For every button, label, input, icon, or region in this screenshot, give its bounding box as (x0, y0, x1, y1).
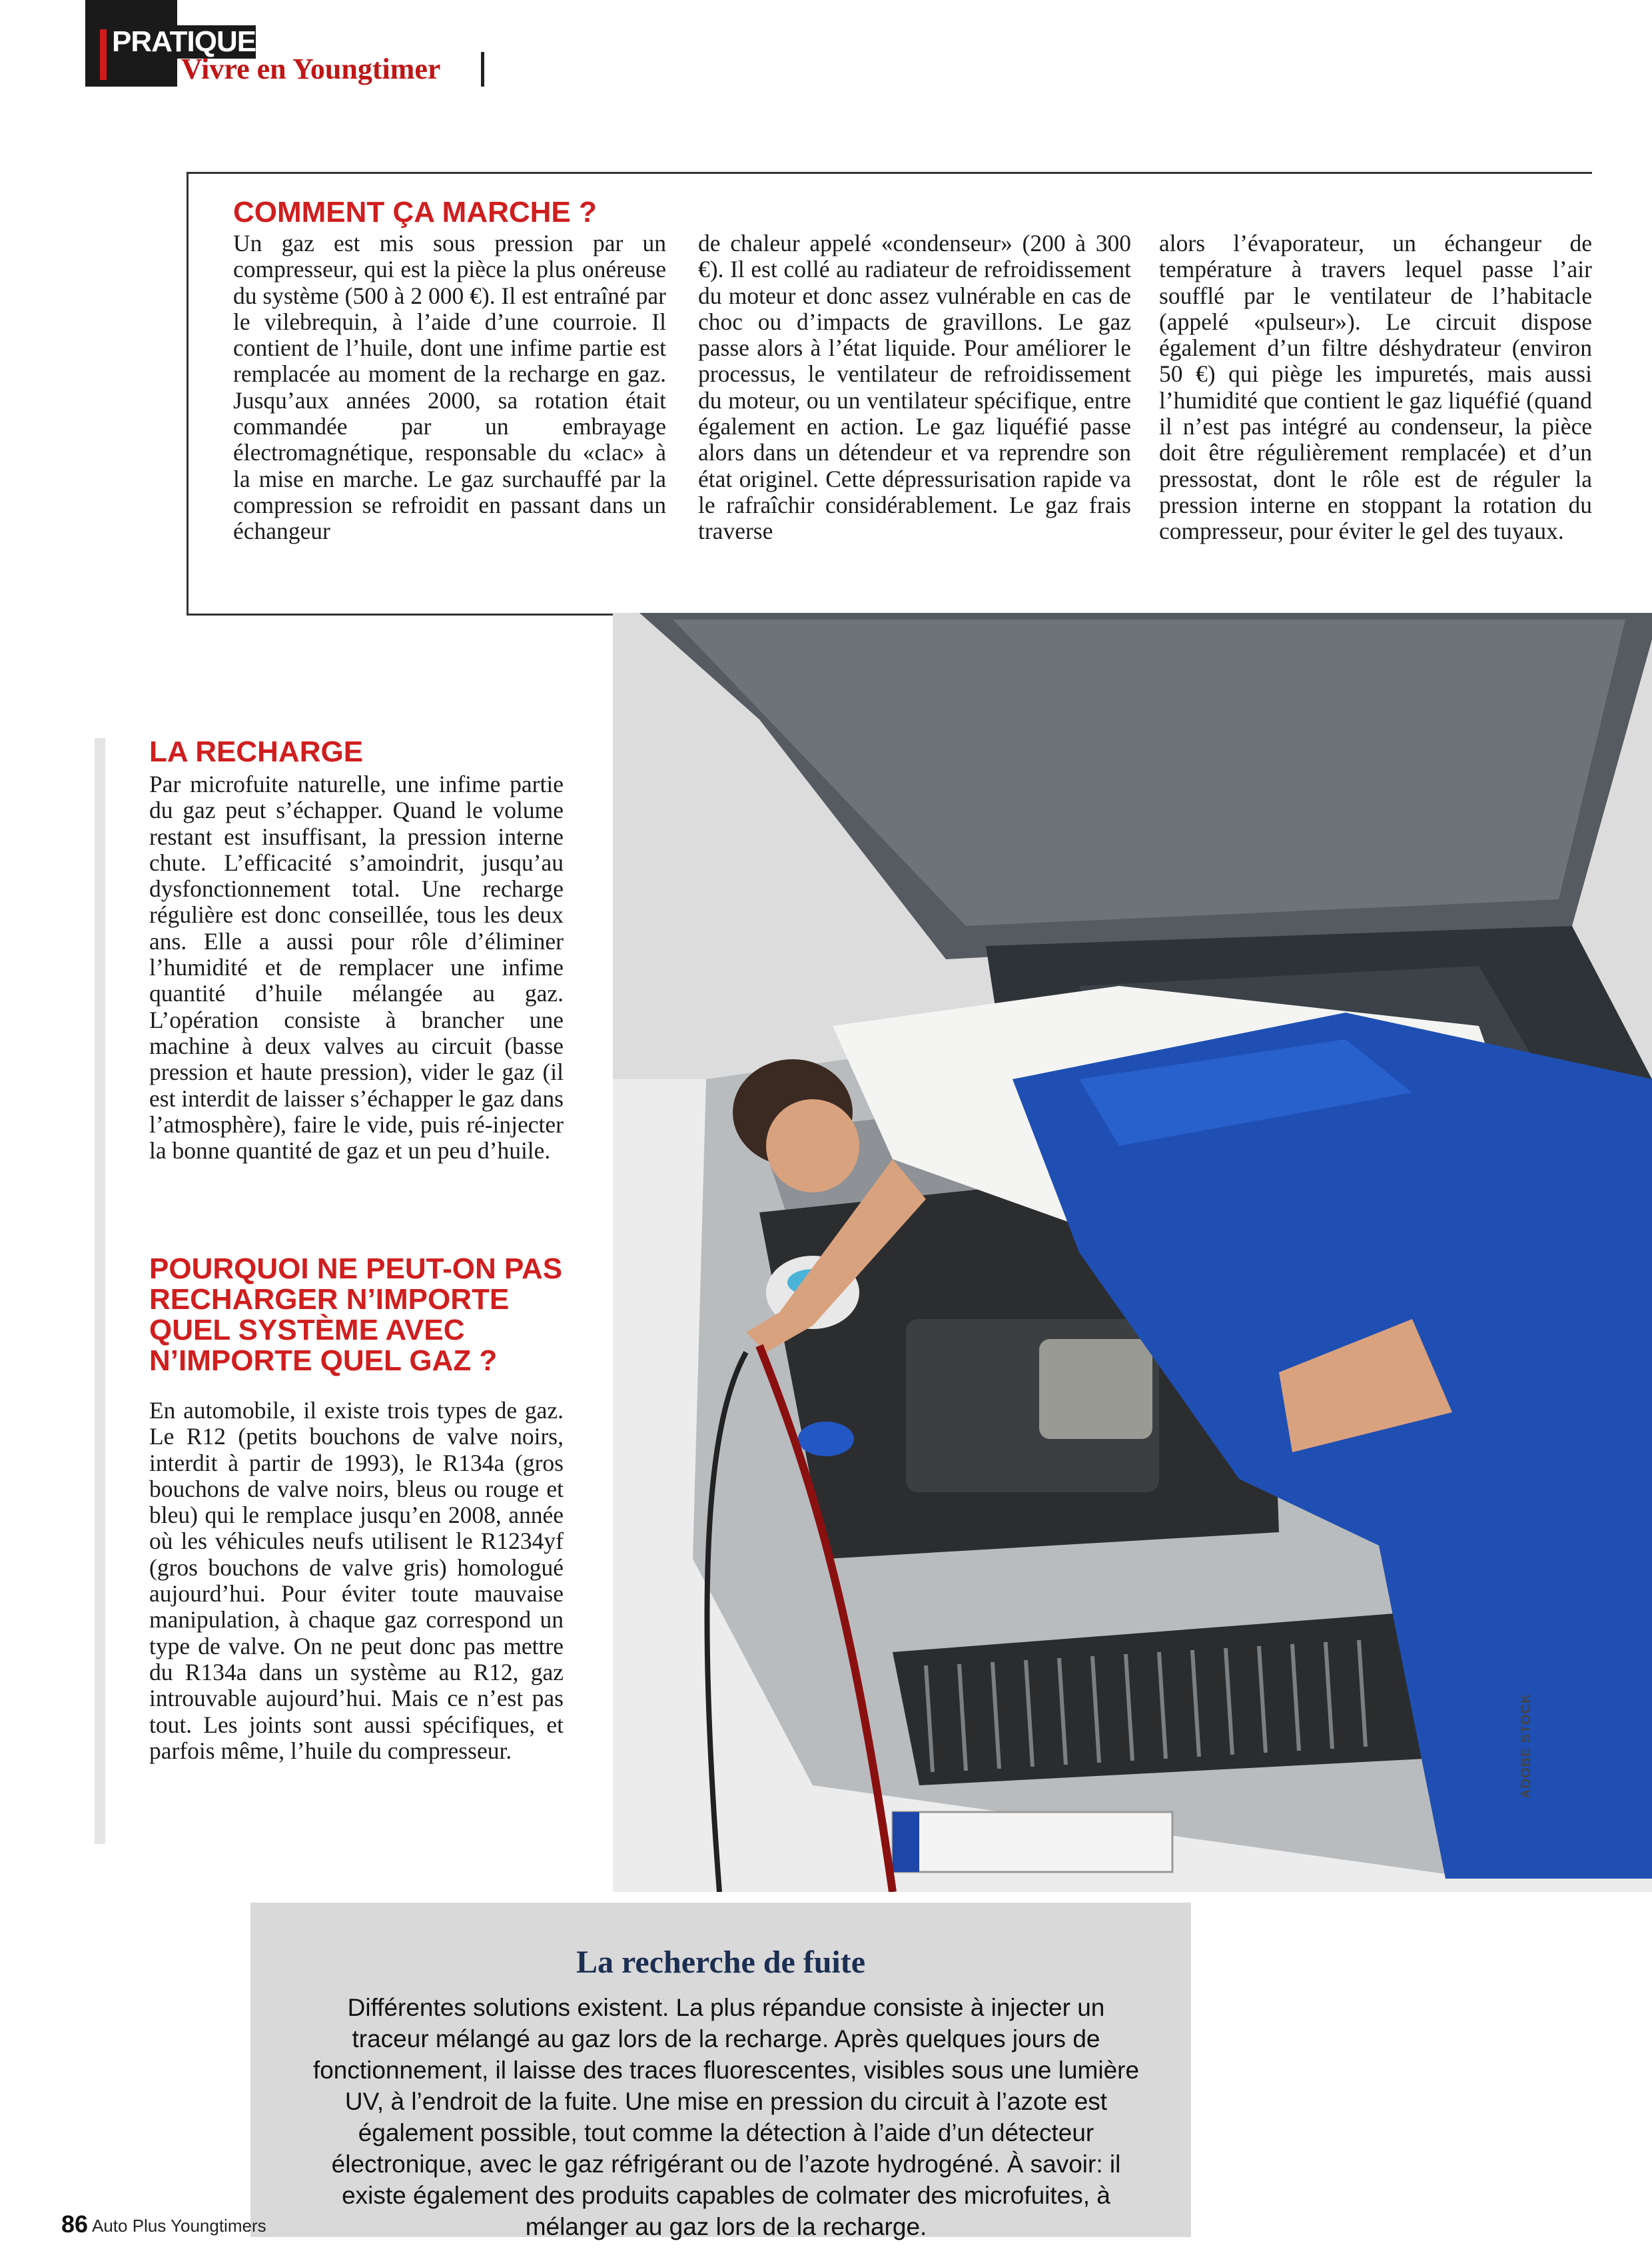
section-title: Vivre en Youngtimer (181, 53, 441, 85)
how-it-works-column-1: Un gaz est mis sous pression par un compresseur, qui est la pièce la plus onéreuse du système (500 à 2 000 €). Il est entraîné par le vilebrequin, à l’aide d’une courroie. Il contient de l’huile, dont une infime partie est remplacée au moment de la recharge en gaz. Jusqu’aux années 2000, sa rotation était commandée par un embrayage électromagnétique, responsable du «clac» à la mise en marche. Le gaz surchauffé par la compression se refroidit en passant dans un échangeur (233, 230, 666, 545)
left-gray-rule (95, 738, 105, 1844)
why-heading: POURQUOI NE PEUT-ON PAS RECHARGER N’IMPORTE QUEL SYSTÈME AVEC N’IMPORTE QUEL GAZ ? (149, 1252, 563, 1377)
leak-search-box (250, 1903, 1191, 2240)
page-number: 86 (61, 2210, 89, 2238)
mechanic-photo (613, 613, 1652, 1892)
how-it-works-column-2: de chaleur appelé «condenseur» (200 à 300 €). Il est collé au radiateur de refroidissement du moteur et donc assez vulnérable en cas de choc ou d’impacts de gravillons. Le gaz passe alors à l’état liquide. Pour améliorer le processus, le ventilateur de refroidissement du moteur, ou un ventilateur spécifique, entre également en action. Le gaz liquéfié passe alors dans un détendeur et va reprendre son état originel. Cette dépressurisation rapide va le rafraîchir considérablement. Le gaz frais traverse (698, 230, 1131, 545)
box-left-border (187, 172, 189, 616)
box-bottom-border (187, 614, 633, 616)
leak-search-heading: La recherche de fuite (576, 1945, 866, 1980)
recharge-heading: LA RECHARGE (149, 735, 364, 768)
box-top-border (187, 172, 1592, 174)
how-it-works-heading: COMMENT ÇA MARCHE ? (233, 196, 597, 228)
title-divider (481, 52, 484, 87)
photo-credit: ADOBE STOCK (1519, 1693, 1533, 1799)
leak-search-text: Différentes solutions existent. La plus répandue consiste à injecter un traceur mélangé au gaz lors de la recharge. Après quelques jours de fonctionnement, il laisse des traces fluorescentes, visibles sous une lumière UV, à l’endroit de la fuite. Une mise en pression du circuit à l’azote est également possible, tout comme la détection à l’aide d’un détecteur électronique, avec le gaz réfrigérant ou de l’azote hydrogéné. À savoir: il existe également des produits capables de colmater des microfuites, à mélanger au gaz lors de la recharge. (312, 1994, 1140, 2240)
section-rubric: PRATIQUE (112, 25, 256, 58)
header-red-bar (100, 29, 107, 80)
why-text: En automobile, il existe trois types de gaz. Le R12 (petits bouchons de valve noirs, interdit à partir de 1993), le R134a (gros bouchons de valve noirs, bleus ou rouge et bleu) qui le remplace jusqu’en 2008, année où les véhicules neufs utilisent le R1234yf (gros bouchons de valve gris) homologué aujourd’hui. Pour éviter toute mauvaise manipulation, à chaque gaz correspond un type de valve. On ne peut donc pas mettre du R134a dans un système au R12, gaz introuvable aujourd’hui. Mais ce n’est pas tout. Les joints sont aussi spécifiques, et parfois même, l’huile du compresseur. (149, 1397, 564, 1764)
publication-name: Auto Plus Youngtimers (92, 2216, 266, 2236)
recharge-text: Par microfuite naturelle, une infime partie du gaz peut s’échapper. Quand le volume restant est insuffisant, la pression interne chute. L’efficacité s’amoindrit, jusqu’au dysfonctionnement total. Une recharge régulière est donc conseillée, tous les deux ans. Elle a aussi pour rôle d’éliminer l’humidité et de remplacer une infime quantité d’huile mélangée au gaz. L’opération consiste à brancher une machine à deux valves au circuit (basse pression et haute pression), vider le gaz (il est interdit de laisser s’échapper le gaz dans l’atmosphère), faire le vide, puis ré-injecter la bonne quantité de gaz et un peu d’huile. (149, 771, 564, 1164)
how-it-works-column-3: alors l’évaporateur, un échangeur de température à travers lequel passe l’air soufflé par le ventilateur de l’habitacle (appelé «pulseur»). Le circuit dispose également d’un filtre déshydrateur (environ 50 €) qui piège les impuretés, mais aussi l’humidité que contient le gaz liquéfié (quand il n’est pas intégré au condenseur, la pièce doit être régulièrement remplacée) et d’un pressostat, dont le rôle est de réguler la pression interne en stoppant la rotation du compresseur, pour éviter le gel des tuyaux. (1159, 230, 1592, 545)
